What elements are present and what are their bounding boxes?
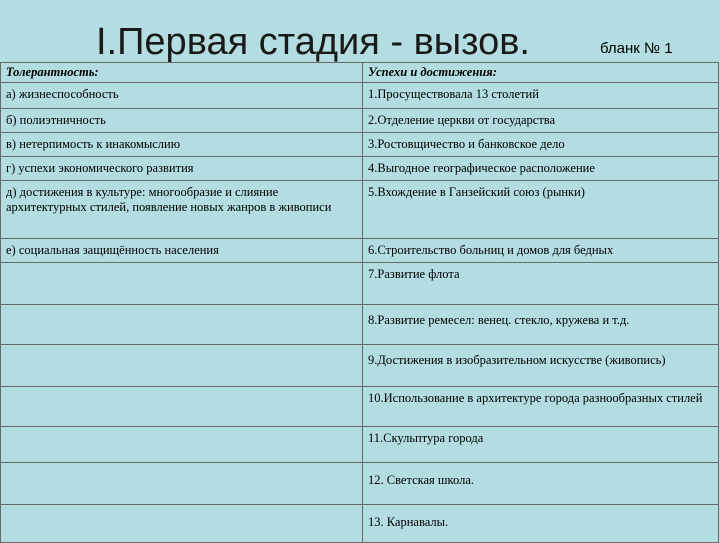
achievement-cell: 10.Использование в архитектуре города разнообразных стилей xyxy=(363,387,719,427)
header-achievements: Успехи и достижения: xyxy=(363,63,719,83)
table-row xyxy=(1,109,719,133)
slide-title: I.Первая стадия - вызов. xyxy=(96,21,530,63)
achievement-cell: 6.Строительство больниц и домов для бедных xyxy=(363,239,719,263)
tolerance-cell xyxy=(1,505,363,543)
tolerance-cell xyxy=(1,345,363,387)
table-row xyxy=(1,133,719,157)
achievement-cell: 2.Отделение церкви от государства xyxy=(363,109,719,133)
comparison-table xyxy=(0,62,719,543)
table-row xyxy=(1,463,719,505)
tolerance-cell: г) успехи экономического развития xyxy=(1,157,363,181)
table-row xyxy=(1,263,719,305)
achievement-cell: 12. Светская школа. xyxy=(363,463,719,505)
tolerance-cell: в) нетерпимость к инакомыслию xyxy=(1,133,363,157)
table-row xyxy=(1,239,719,263)
tolerance-cell: д) достижения в культуре: многообразие и слияние архитектурных стилей, появление новых жанров в живописи xyxy=(1,181,363,239)
achievement-cell: 5.Вхождение в Ганзейский союз (рынки) xyxy=(363,181,719,239)
table-row xyxy=(1,345,719,387)
table-row xyxy=(1,427,719,463)
tolerance-cell xyxy=(1,387,363,427)
achievement-cell: 3.Ростовщичество и банковское дело xyxy=(363,133,719,157)
tolerance-cell xyxy=(1,305,363,345)
tolerance-cell xyxy=(1,463,363,505)
tolerance-cell: а) жизнеспособность xyxy=(1,83,363,109)
table-header-row xyxy=(1,63,719,83)
tolerance-cell: е) социальная защищённость населения xyxy=(1,239,363,263)
achievement-cell: 11.Скульптура города xyxy=(363,427,719,463)
tolerance-cell xyxy=(1,263,363,305)
tolerance-cell: б) полиэтничность xyxy=(1,109,363,133)
achievement-cell: 13. Карнавалы. xyxy=(363,505,719,543)
table-row xyxy=(1,83,719,109)
achievement-cell: 8.Развитие ремесел: венец. стекло, кружева и т.д. xyxy=(363,305,719,345)
tolerance-cell xyxy=(1,427,363,463)
table-row xyxy=(1,387,719,427)
table-row xyxy=(1,305,719,345)
blank-number-label: бланк № 1 xyxy=(600,40,673,57)
achievement-cell: 7.Развитие флота xyxy=(363,263,719,305)
achievement-cell: 1.Просуществовала 13 столетий xyxy=(363,83,719,109)
achievement-cell: 9.Достижения в изобразительном искусстве (живопись) xyxy=(363,345,719,387)
table-row xyxy=(1,505,719,543)
table-row xyxy=(1,157,719,181)
header-tolerance: Толерантность: xyxy=(1,63,363,83)
table-row xyxy=(1,181,719,239)
achievement-cell: 4.Выгодное географическое расположение xyxy=(363,157,719,181)
